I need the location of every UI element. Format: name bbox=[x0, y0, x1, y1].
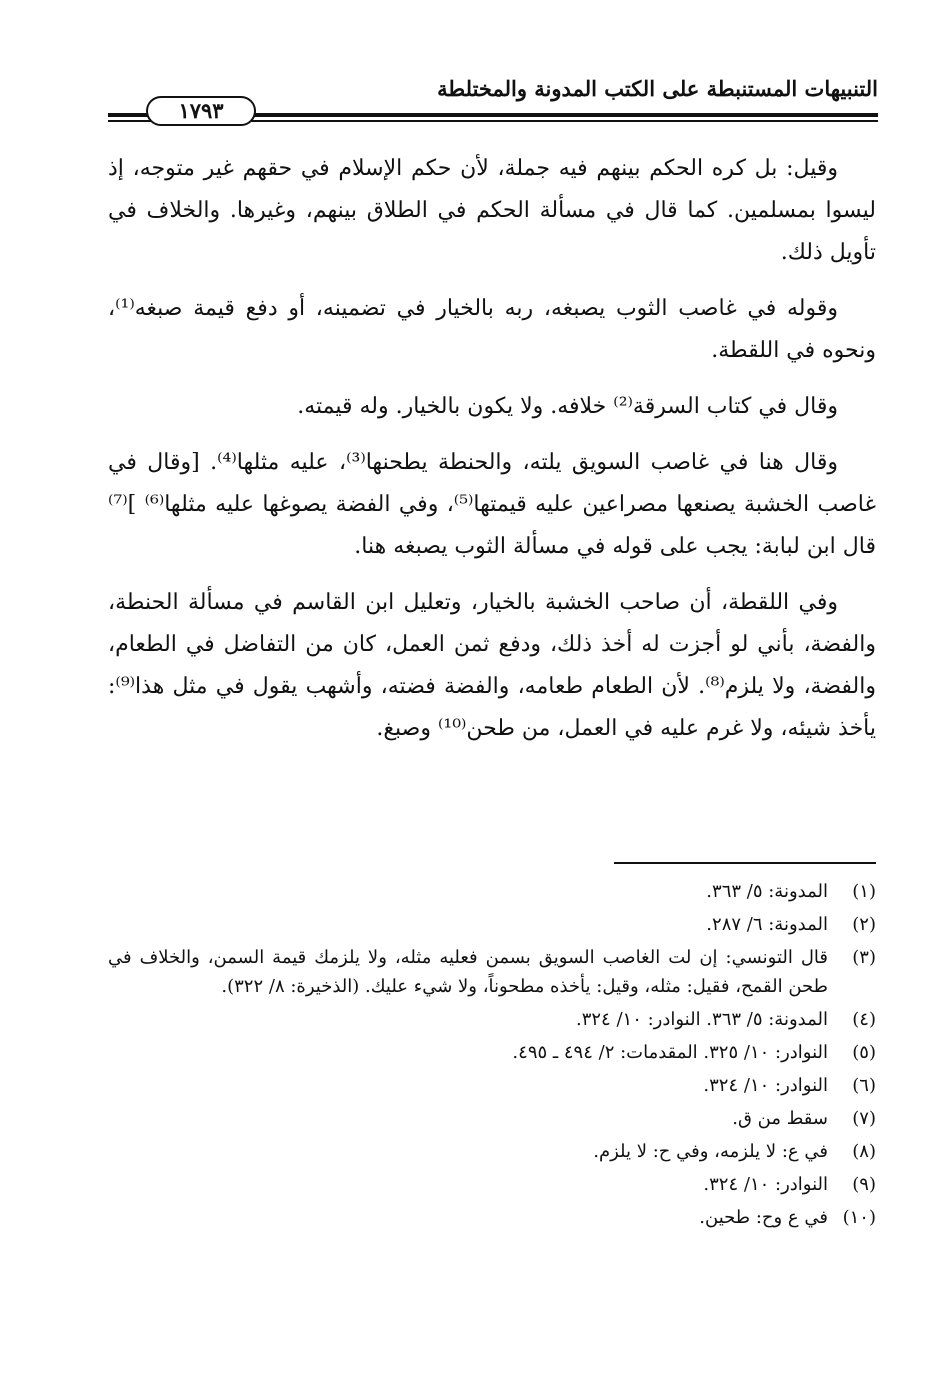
footnote-number: (٩) bbox=[852, 1174, 876, 1195]
footnote-text: المدونة: ٥/ ٣٦٣. bbox=[706, 881, 828, 902]
footnote-number: (١٠) bbox=[842, 1207, 876, 1228]
footnote-text: النوادر: ١٠/ ٣٢٤. bbox=[703, 1174, 828, 1195]
footnote-separator bbox=[614, 862, 876, 864]
footnote-text: المدونة: ٥/ ٣٦٣. النوادر: ١٠/ ٣٢٤. bbox=[575, 1009, 828, 1030]
footnote-text: قال التونسي: إن لت الغاصب السويق بسمن فعليه مثله، ولا يلزمك قيمة السمن، والخلاف في طحن القمح، فقيل: مثله، وقيل: يأخذه مطحوناً، ولا شيء عليك. (الذخيرة: ٨/ ٣٢٢). bbox=[108, 947, 828, 997]
page-number: ١٧٩٣ bbox=[146, 96, 256, 126]
paragraph: وقيل: بل كره الحكم بينهم فيه جملة، لأن حكم الإسلام في حقهم غير متوجه، إذ ليسوا بمسلمين. كما قال في مسألة الحكم في الطلاق بينهم، وغيرها. والخلاف في تأويل ذلك. bbox=[108, 156, 876, 265]
paragraph: وفي اللقطة، أن صاحب الخشبة بالخيار، وتعليل ابن القاسم في مسألة الحنطة، والفضة، بأني لو أجزت له أخذ ذلك، ودفع ثمن العمل، كان من التفاضل في الطعام، والفضة، ولا يلزم⁽⁸⁾. لأن الطعام طعامه، والفضة فضته، وأشهب يقول في مثل هذا⁽⁹⁾: يأخذ شيئه، ولا غرم عليه في العمل، من طحن⁽¹⁰⁾ وصبغ. bbox=[108, 590, 876, 741]
footnote-number: (٨) bbox=[852, 1141, 876, 1162]
footnote bbox=[108, 1071, 876, 1100]
page-header bbox=[108, 76, 878, 126]
footnote bbox=[108, 1005, 876, 1034]
footnote-text: في ع وح: طحين. bbox=[699, 1207, 828, 1228]
footnote-number: (٣) bbox=[852, 947, 876, 968]
footnote-number: (٢) bbox=[852, 914, 876, 935]
footnote bbox=[108, 1038, 876, 1067]
footnote bbox=[108, 877, 876, 906]
footnotes bbox=[108, 877, 876, 1236]
footnote bbox=[108, 1170, 876, 1199]
footnote-number: (٤) bbox=[852, 1009, 876, 1030]
paragraph: وقال هنا في غاصب السويق يلته، والحنطة يطحنها⁽³⁾، عليه مثلها⁽⁴⁾. [وقال في غاصب الخشبة يصنعها مصراعين عليه قيمتها⁽⁵⁾، وفي الفضة يصوغها عليه مثلها⁽⁶⁾ ]⁽⁷⁾ قال ابن لبابة: يجب على قوله في مسألة الثوب يصبغه هنا. bbox=[108, 450, 876, 559]
footnote bbox=[108, 1104, 876, 1133]
footnote-text: النوادر: ١٠/ ٣٢٤. bbox=[703, 1075, 828, 1096]
footnote bbox=[108, 910, 876, 939]
footnote bbox=[108, 1137, 876, 1166]
footnote-text: في ع: لا يلزمه، وفي ح: لا يلزم. bbox=[593, 1141, 828, 1162]
footnote-number: (١) bbox=[852, 881, 876, 902]
running-title: التنبيهات المستنبطة على الكتب المدونة والمختلطة bbox=[437, 76, 878, 101]
footnote bbox=[108, 1203, 876, 1232]
footnote-number: (٥) bbox=[852, 1042, 876, 1063]
footnote-number: (٦) bbox=[852, 1075, 876, 1096]
footnote-text: المدونة: ٦/ ٢٨٧. bbox=[706, 914, 828, 935]
main-text bbox=[108, 148, 876, 764]
footnote-text: سقط من ق. bbox=[732, 1108, 828, 1129]
footnote-number: (٧) bbox=[852, 1108, 876, 1129]
paragraph: وقال في كتاب السرقة⁽²⁾ خلافه. ولا يكون بالخيار. وله قيمته. bbox=[297, 394, 838, 419]
paragraph: وقوله في غاصب الثوب يصبغه، ربه بالخيار في تضمينه، أو دفع قيمة صبغه⁽¹⁾، ونحوه في اللقطة. bbox=[108, 296, 876, 363]
footnote bbox=[108, 943, 876, 1001]
footnote-text: النوادر: ١٠/ ٣٢٥. المقدمات: ٢/ ٤٩٤ ـ ٤٩٥. bbox=[512, 1042, 828, 1063]
